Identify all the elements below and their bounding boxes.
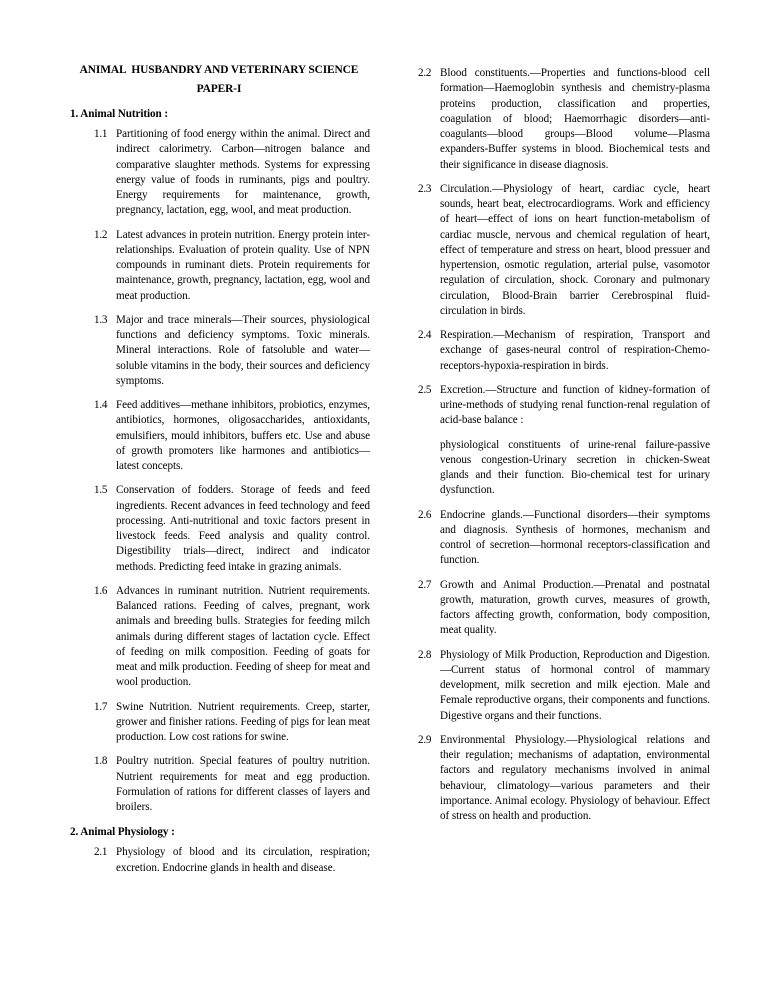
item-number: 2.7: [418, 578, 432, 591]
item-number: 1.1: [94, 128, 108, 141]
right-column: [418, 62, 710, 833]
item-text: Circulation.—Physiology of heart, cardiac cycle, heart sounds, heart beat, electrocardiograms. Work and efficiency of heart—effect of ions on heart function-metabolism of cardiac muscle, nervous and chemical regulation of heart, effect of temperature and stress on heart, blood pressuer and hypertension, osmotic regulation, arterial pulse, vasomotor regulation of circulation, shock. Coronary and pulmonary circulation, Blood-Brain barrier Cerebrospinal fluid-circulation in birds.: [440, 182, 710, 317]
syllabus-item: [418, 733, 710, 825]
syllabus-item: [68, 845, 370, 876]
item-number: 1.6: [94, 584, 108, 597]
syllabus-item: [418, 648, 710, 724]
document-subtitle: PAPER-I: [196, 82, 242, 95]
item-number: 1.5: [94, 484, 108, 497]
item-number: 1.2: [94, 228, 108, 241]
item-text: Feed additives—methane inhibitors, probiotics, enzymes, antibiotics, hormones, oligosaccharides, antioxidants, emulsifiers, mould inhibitors, buffers etc. Use and abuse of growth promoters like harmones and antibiotics—latest concepts.: [116, 399, 370, 473]
item-text: Environmental Physiology.—Physiological relations and their regulation; mechanisms of adaptation, environmental factors and regulatory mechanisms involved in animal behaviour, climatology—various parameters and their importance. Animal ecology. Physiology of behaviour. Effect of stress on health and production.: [440, 733, 710, 822]
two-column-layout: [68, 62, 710, 885]
syllabus-item: [68, 700, 370, 746]
syllabus-item: [68, 483, 370, 575]
item-number: 2.5: [418, 383, 432, 396]
item-text: Advances in ruminant nutrition. Nutrient requirements. Balanced rations. Feeding of calves, pregnant, work animals and breeding bulls. Strategies for feeding milch animals during different stages of lactation cycle. Effect of feeding on milk composition. Feeding of goats for meat and milk production. Feeding of sheep for meat and wool production.: [116, 584, 370, 689]
item-text-group: [440, 383, 710, 499]
item-text: Respiration.—Mechanism of respiration, Transport and exchange of gases-neural control of respiration-Chemo-receptors-hypoxia-respiration in birds.: [440, 329, 710, 372]
item-text: Major and trace minerals—Their sources, physiological functions and deficiency symptoms. Toxic minerals. Mineral interactions. Role of fatsoluble and water—soluble vitamins in the body, their sources and deficiency symptoms.: [116, 313, 370, 387]
left-column: [68, 62, 370, 885]
item-number: 1.7: [94, 700, 108, 713]
item-text: Conservation of fodders. Storage of feeds and feed ingredients. Recent advances in feed technology and feed processing. Anti-nutritional and toxic factors present in livestock feeds. Feed analysis and quality control. Digestibility trials—direct, indirect and indicator methods. Predicting feed intake in grazing animals.: [116, 484, 370, 573]
item-text: Partitioning of food energy within the animal. Direct and indirect calorimetry. Carbon—nitrogen balance and comparative slaughter methods. Systems for expressing energy value of foods in ruminants, pigs and poultry. Energy requirements for maintenance, growth, pregnancy, lactation, egg, wool, and meat production.: [116, 128, 370, 217]
syllabus-item: [68, 584, 370, 691]
item-text: Excretion.—Structure and function of kidney-formation of urine-methods of studying renal function-renal regulation of acid-base balance :: [440, 383, 710, 427]
item-text: Latest advances in protein nutrition. Energy protein inter-relationships. Evaluation of protein quality. Use of NPN compounds in ruminant diets. Protein requirements for maintenance, growth, pregnancy, lactation, egg, wool and meat production.: [116, 228, 370, 302]
section-heading-animal-physiology: 2. Animal Physiology :: [70, 826, 175, 839]
syllabus-item: [418, 578, 710, 639]
item-number: 2.9: [418, 733, 432, 746]
item-text: Endocrine glands.—Functional disorders—their symptoms and diagnosis. Synthesis of hormones, mechanism and control of secretion—hormonal receptors-classification and function.: [440, 508, 710, 567]
document-title: ANIMAL HUSBANDRY AND VETERINARY SCIENCE: [79, 64, 359, 76]
syllabus-item: [418, 328, 710, 374]
syllabus-item: [418, 182, 710, 319]
syllabus-item: [68, 228, 370, 304]
item-number: 2.3: [418, 182, 432, 195]
syllabus-item: [418, 66, 710, 173]
item-number: 2.6: [418, 508, 432, 521]
item-text: Blood constituents.—Properties and functions-blood cell formation—Haemoglobin synthesis and chemistry-plasma proteins production, classification and properties, coagulation of blood; Haemorrhagic disorders—anti-coagulants—blood groups—Blood volume—Plasma expanders-Buffer systems in blood. Biochemical tests and their significance in disease diagnosis.: [440, 67, 710, 171]
syllabus-item: [68, 754, 370, 815]
item-number: 2.1: [94, 846, 108, 859]
item-number: 1.4: [94, 399, 108, 412]
item-number: 2.8: [418, 648, 432, 661]
syllabus-item: [68, 313, 370, 389]
syllabus-item: [418, 383, 710, 499]
syllabus-item: [68, 398, 370, 474]
item-text: Swine Nutrition. Nutrient requirements. Creep, starter, grower and finisher rations. Feeding of pigs for lean meat production. Low cost rations for swine.: [116, 700, 370, 744]
item-text: Physiology of Milk Production, Reproduction and Digestion.—Current status of hormonal control of mammary development, milk secretion and milk ejection. Male and Female reproductive organs, their components and functions. Digestive organs and their functions.: [440, 648, 710, 722]
item-number: 1.3: [94, 313, 108, 326]
item-text: Growth and Animal Production.—Prenatal and postnatal growth, maturation, growth curves, measures of growth, factors affecting growth, conformation, body composition, meat quality.: [440, 578, 710, 637]
section-heading-animal-nutrition: 1. Animal Nutrition :: [70, 108, 168, 121]
item-text-continued: physiological constituents of urine-renal failure-passive venous congestion-Urinary secretion in chicken-Sweat glands and their function. Bio-chemical test for urinary dysfunction.: [440, 438, 710, 497]
syllabus-item: [68, 127, 370, 219]
item-text: Physiology of blood and its circulation, respiration; excretion. Endocrine glands in health and disease.: [116, 846, 370, 874]
item-number: 2.2: [418, 67, 432, 79]
item-number: 1.8: [94, 755, 108, 768]
item-text: Poultry nutrition. Special features of poultry nutrition. Nutrient requirements for meat and egg production. Formulation of rations for different classes of layers and broilers.: [116, 755, 370, 814]
item-number: 2.4: [418, 329, 432, 341]
syllabus-item: [418, 508, 710, 569]
